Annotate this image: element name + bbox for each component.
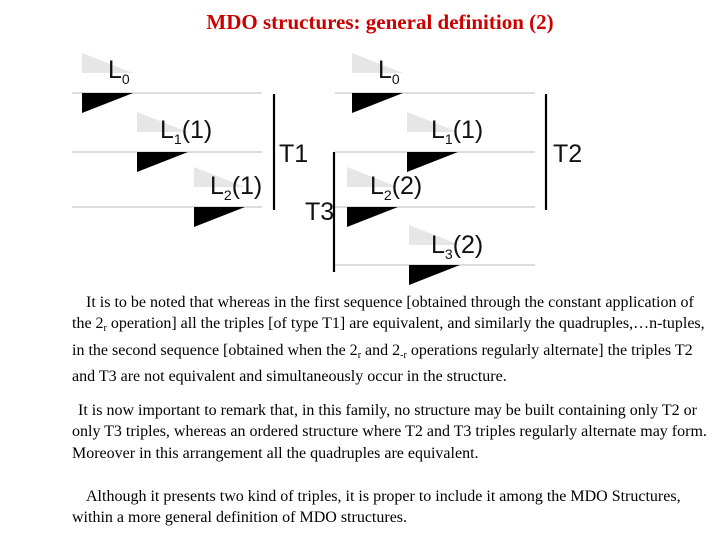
paragraph-2: It is now important to remark that, in this family, no structure may be built containing only T2 or only T3 triples, whereas an ordered structure where T2 and T3 triples regularly alternate may form. Moreover in this arrangement all the quadruples are equivalent.: [72, 402, 707, 462]
label-l2-b: $L_2(2)$: [370, 172, 423, 203]
triangle-l0-b: [352, 93, 403, 113]
triangle-l1-b: [407, 152, 458, 172]
label-l0-a: $L_0$: [108, 56, 130, 87]
label-l0-b: $L_0$: [378, 56, 400, 87]
label-t1: T1: [279, 140, 309, 168]
triangle-l0-a: [82, 93, 133, 113]
label-l1-b: $L_1(1)$: [431, 116, 484, 147]
label-l1-a: $L_1(1)$: [160, 116, 213, 147]
layer-triangles: [82, 53, 460, 285]
label-t3: T3: [305, 198, 335, 226]
paragraph-3: Although it presents two kind of triples, it is proper to include it among the MDO Structures, within a more general definition of MDO structures.: [72, 488, 681, 527]
label-t2: T2: [553, 140, 583, 168]
paragraph-1: It is to be noted that whereas in the first sequence [obtained through the constant application of the $2_r$ operation] all the triples [of type T1] are equivalent, and similarly the quadruples,…n-tuples, in the second sequence [obtained when the $2_r$ and $2_{-r}$ operations regularly alternate] the triples T2 and T3 are not equivalent and simultaneously occur in the structure.: [72, 294, 705, 386]
label-l2-a: $L_2(1)$: [210, 172, 263, 203]
triangle-l2-b: [347, 207, 398, 227]
label-l3-b: $L_3(2)$: [431, 231, 484, 262]
triangle-l3-b: [409, 265, 460, 285]
triangle-l1-a: [137, 152, 188, 172]
triangle-l2-a: [194, 207, 245, 227]
slide-title: MDO structures: general definition (2): [206, 10, 554, 34]
